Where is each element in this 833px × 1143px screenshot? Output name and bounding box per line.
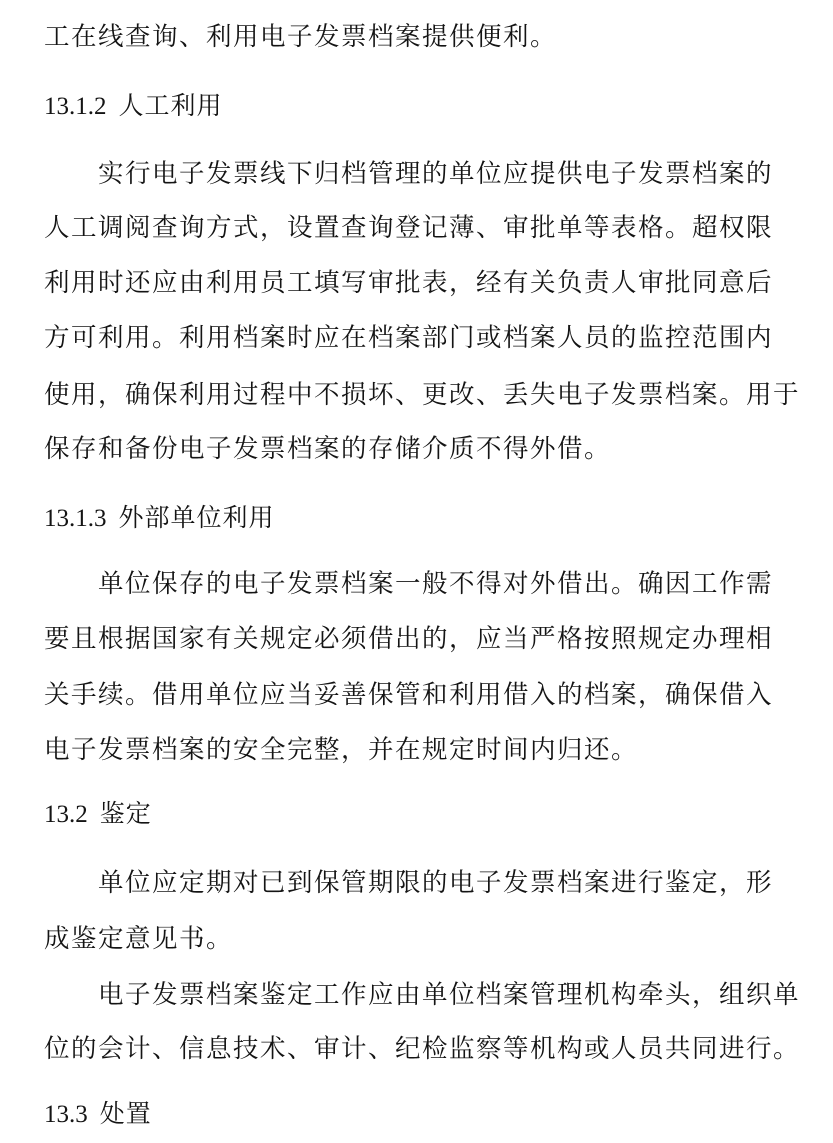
paragraph-line: 关手续。借用单位应当妥善保管和利用借入的档案，确保借入 [44,680,774,710]
section-number: 13.3 [44,1101,88,1128]
section-title: 人工利用 [118,91,223,120]
section-number: 13.1.3 [44,505,107,532]
paragraph-line: 利用时还应由利用员工填写审批表，经有关负责人审批同意后 [44,268,774,298]
paragraph-line: 单位保存的电子发票档案一般不得对外借出。确因工作需 [98,569,774,599]
section-heading-13-3 [44,1099,804,1130]
section-title: 外部单位利用 [118,503,275,532]
paragraph-line: 实行电子发票线下归档管理的单位应提供电子发票档案的 [98,159,774,189]
section-title: 鉴定 [99,799,152,828]
paragraph-line: 成鉴定意见书。 [44,924,234,954]
paragraph-line: 使用，确保利用过程中不损坏、更改、丢失电子发票档案。用于 [44,380,801,410]
paragraph-line: 要且根据国家有关规定必须借出的，应当严格按照规定办理相 [44,624,774,654]
paragraph-line: 电子发票档案的安全完整，并在规定时间内归还。 [44,735,639,765]
paragraph-line: 位的会计、信息技术、审计、纪检监察等机构或人员共同进行。 [44,1034,801,1064]
section-heading-13-1-2 [44,91,804,122]
section-title: 处置 [99,1099,152,1128]
paragraph-line: 单位应定期对已到保管期限的电子发票档案进行鉴定，形 [98,868,774,898]
paragraph-line: 工在线查询、利用电子发票档案提供便利。 [44,22,558,52]
paragraph-line: 保存和备份电子发票档案的存储介质不得外借。 [44,434,612,464]
section-number: 13.1.2 [44,93,107,120]
section-heading-13-2 [44,799,804,830]
paragraph-line: 电子发票档案鉴定工作应由单位档案管理机构牵头，组织单 [98,980,801,1010]
paragraph-line: 方可利用。利用档案时应在档案部门或档案人员的监控范围内 [44,323,774,353]
section-number: 13.2 [44,801,88,828]
paragraph-line: 人工调阅查询方式，设置查询登记薄、审批单等表格。超权限 [44,213,774,243]
section-heading-13-1-3 [44,503,804,534]
